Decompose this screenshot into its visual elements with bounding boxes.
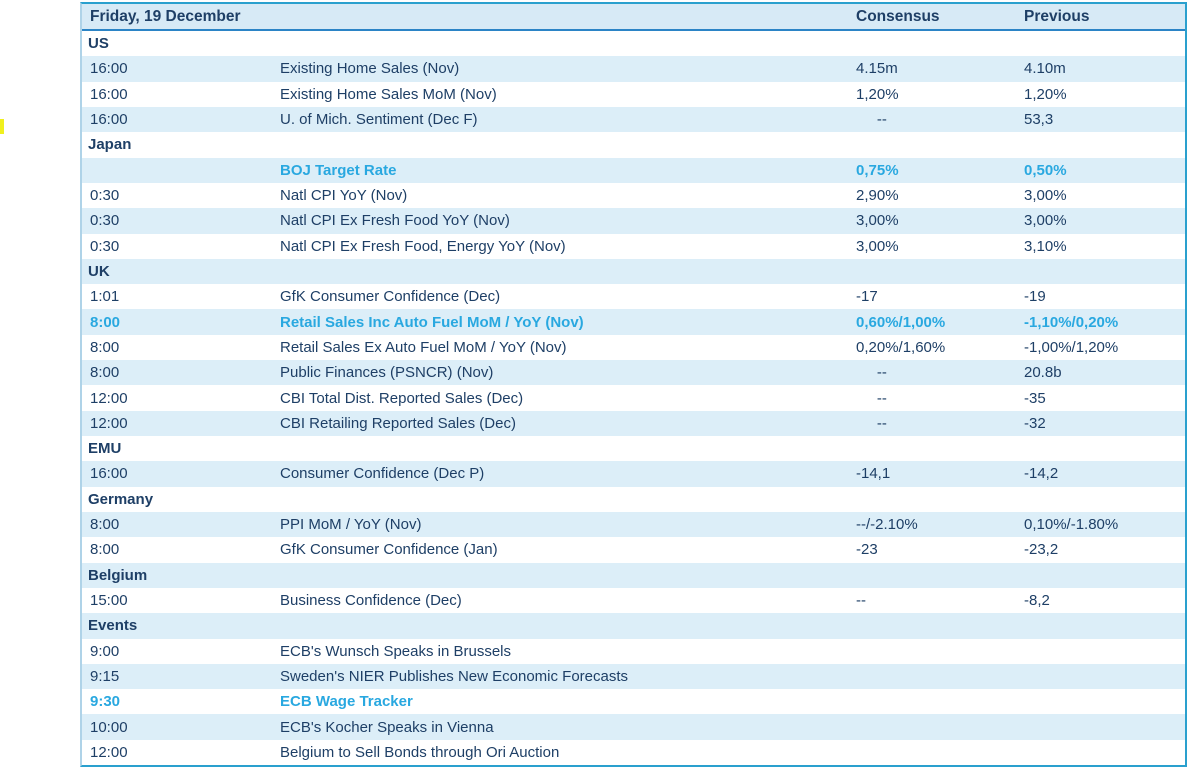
event-row	[82, 360, 1185, 385]
event-row	[82, 385, 1185, 410]
event-name-cell: Natl CPI YoY (Nov)	[280, 188, 408, 204]
consensus-value-cell: 3,00%	[856, 213, 899, 229]
section-label: EMU	[88, 441, 122, 457]
event-row	[82, 158, 1185, 183]
consensus-value-cell: --	[856, 593, 866, 609]
event-name-cell: Business Confidence (Dec)	[280, 593, 462, 609]
event-row	[82, 664, 1185, 689]
event-name-cell: Natl CPI Ex Fresh Food YoY (Nov)	[280, 213, 510, 229]
consensus-value-cell: -23	[856, 542, 878, 558]
time-cell: 9:00	[90, 643, 120, 659]
section-label: Events	[88, 618, 138, 634]
time-cell: 0:30	[90, 188, 120, 204]
previous-value-cell: -35	[1024, 390, 1046, 406]
event-name-cell: Public Finances (PSNCR) (Nov)	[280, 365, 494, 381]
yellow-highlighter-mark	[0, 119, 4, 134]
consensus-value-cell: --	[856, 365, 887, 381]
event-row	[82, 740, 1185, 765]
consensus-value-cell: 2,90%	[856, 188, 899, 204]
event-row	[82, 461, 1185, 486]
consensus-value-cell: -14,1	[856, 466, 891, 482]
consensus-value-cell: 1,20%	[856, 86, 899, 102]
time-cell: 16:00	[90, 466, 128, 482]
event-name-cell: Consumer Confidence (Dec P)	[280, 466, 485, 482]
event-row	[82, 411, 1185, 436]
time-cell: 8:00	[90, 542, 120, 558]
time-cell: 0:30	[90, 213, 120, 229]
previous-value-cell: -1,00%/1,20%	[1024, 339, 1119, 355]
event-row	[82, 284, 1185, 309]
event-name-cell: BOJ Target Rate	[280, 162, 397, 178]
time-cell: 8:00	[90, 339, 120, 355]
previous-value-cell: 3,00%	[1024, 213, 1067, 229]
consensus-value-cell: -17	[856, 289, 878, 305]
time-cell: 8:00	[90, 314, 121, 330]
event-name-cell: ECB Wage Tracker	[280, 694, 413, 710]
event-row	[82, 689, 1185, 714]
previous-value-cell: -19	[1024, 289, 1046, 305]
time-cell: 12:00	[90, 744, 128, 760]
consensus-value-cell: 3,00%	[856, 238, 899, 254]
event-name-cell: Existing Home Sales (Nov)	[280, 61, 460, 77]
consensus-value-cell: --	[856, 112, 887, 128]
section-row-germany	[82, 487, 1185, 512]
previous-value-cell: -32	[1024, 415, 1046, 431]
time-cell: 16:00	[90, 86, 128, 102]
event-name-cell: GfK Consumer Confidence (Jan)	[280, 542, 498, 558]
event-name-cell: PPI MoM / YoY (Nov)	[280, 517, 422, 533]
section-row-uk	[82, 259, 1185, 284]
date-title: Friday, 19 December	[90, 7, 241, 25]
time-cell: 12:00	[90, 415, 128, 431]
event-row	[82, 639, 1185, 664]
previous-value-cell: -23,2	[1024, 542, 1059, 558]
event-row	[82, 56, 1185, 81]
section-label: UK	[88, 263, 110, 279]
time-cell: 16:00	[90, 61, 128, 77]
consensus-value-cell: 0,20%/1,60%	[856, 339, 946, 355]
previous-value-cell: 3,00%	[1024, 188, 1067, 204]
section-label: Germany	[88, 491, 154, 507]
event-name-cell: CBI Retailing Reported Sales (Dec)	[280, 415, 516, 431]
section-label: US	[88, 36, 109, 52]
table-header-row	[82, 4, 1185, 31]
time-cell: 15:00	[90, 593, 128, 609]
section-row-us	[82, 31, 1185, 56]
event-name-cell: Retail Sales Ex Auto Fuel MoM / YoY (Nov)	[280, 339, 567, 355]
event-row	[82, 512, 1185, 537]
event-row	[82, 588, 1185, 613]
previous-value-cell: 53,3	[1024, 112, 1054, 128]
section-label: Japan	[88, 137, 132, 153]
event-row	[82, 183, 1185, 208]
time-cell: 1:01	[90, 289, 120, 305]
section-row-belgium	[82, 563, 1185, 588]
event-name-cell: CBI Total Dist. Reported Sales (Dec)	[280, 390, 524, 406]
time-cell: 10:00	[90, 719, 128, 735]
consensus-value-cell: --/-2.10%	[856, 517, 918, 533]
event-row	[82, 335, 1185, 360]
event-name-cell: ECB's Kocher Speaks in Vienna	[280, 719, 494, 735]
consensus-value-cell: --	[856, 390, 887, 406]
event-row	[82, 537, 1185, 562]
consensus-column-header: Consensus	[856, 7, 940, 25]
previous-value-cell: 0,10%/-1.80%	[1024, 517, 1119, 533]
previous-value-cell: -8,2	[1024, 593, 1050, 609]
event-row	[82, 208, 1185, 233]
previous-value-cell: 4.10m	[1024, 61, 1066, 77]
event-name-cell: Natl CPI Ex Fresh Food, Energy YoY (Nov)	[280, 238, 566, 254]
table-body	[82, 31, 1185, 765]
time-cell: 16:00	[90, 112, 128, 128]
time-cell: 9:30	[90, 694, 121, 710]
section-row-events	[82, 613, 1185, 638]
previous-value-cell: 20.8b	[1024, 365, 1062, 381]
consensus-value-cell: 0,60%/1,00%	[856, 314, 946, 330]
previous-value-cell: 1,20%	[1024, 86, 1067, 102]
section-label: Belgium	[88, 567, 148, 583]
time-cell: 8:00	[90, 517, 120, 533]
event-name-cell: Existing Home Sales MoM (Nov)	[280, 86, 497, 102]
section-row-emu	[82, 436, 1185, 461]
event-row	[82, 107, 1185, 132]
event-name-cell: Retail Sales Inc Auto Fuel MoM / YoY (Nov)	[280, 314, 584, 330]
event-row	[82, 714, 1185, 739]
event-row	[82, 234, 1185, 259]
event-row	[82, 82, 1185, 107]
time-cell: 8:00	[90, 365, 120, 381]
consensus-value-cell: --	[856, 415, 887, 431]
previous-value-cell: 0,50%	[1024, 162, 1067, 178]
event-name-cell: Sweden's NIER Publishes New Economic Forecasts	[280, 668, 629, 684]
event-name-cell: ECB's Wunsch Speaks in Brussels	[280, 643, 512, 659]
event-name-cell: U. of Mich. Sentiment (Dec F)	[280, 112, 478, 128]
time-cell: 12:00	[90, 390, 128, 406]
economic-calendar-table	[80, 2, 1187, 767]
previous-value-cell: -14,2	[1024, 466, 1059, 482]
event-name-cell: Belgium to Sell Bonds through Ori Auction	[280, 744, 560, 760]
previous-value-cell: -1,10%/0,20%	[1024, 314, 1119, 330]
previous-column-header: Previous	[1024, 7, 1090, 25]
event-row	[82, 309, 1185, 334]
consensus-value-cell: 4.15m	[856, 61, 898, 77]
event-name-cell: GfK Consumer Confidence (Dec)	[280, 289, 501, 305]
time-cell: 0:30	[90, 238, 120, 254]
section-row-japan	[82, 132, 1185, 157]
time-cell: 9:15	[90, 668, 120, 684]
previous-value-cell: 3,10%	[1024, 238, 1067, 254]
consensus-value-cell: 0,75%	[856, 162, 899, 178]
